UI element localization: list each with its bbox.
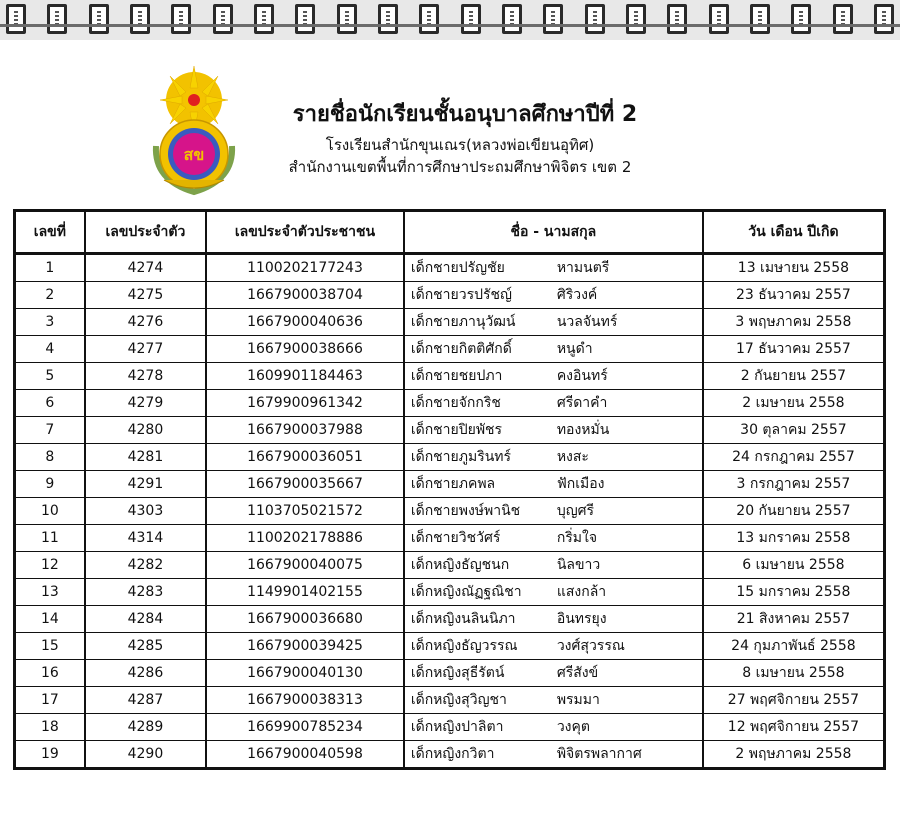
binder-ring: [171, 4, 191, 34]
cell-no: 4: [15, 336, 85, 363]
cell-no: 14: [15, 606, 85, 633]
table-row: [15, 660, 885, 687]
cell-name: [404, 660, 703, 687]
student-table: [13, 209, 886, 770]
cell-name: [404, 606, 703, 633]
last-name: พรมมา: [556, 692, 600, 708]
cell-student-id: 4287: [85, 687, 206, 714]
last-name: นิลขาว: [556, 557, 601, 573]
cell-name: [404, 309, 703, 336]
cell-no: 7: [15, 417, 85, 444]
cell-name: [404, 390, 703, 417]
table-row: [15, 363, 885, 390]
last-name: หามนตรี: [556, 260, 610, 276]
binder-ring: [874, 4, 894, 34]
cell-name: [404, 633, 703, 660]
first-name: เด็กชายปิยพัชร: [410, 422, 503, 438]
cell-dob: 2 พฤษภาคม 2558: [703, 741, 885, 769]
cell-no: 2: [15, 282, 85, 309]
binder-line: [0, 24, 900, 27]
cell-dob: 21 สิงหาคม 2557: [703, 606, 885, 633]
emblem-text: สข: [183, 145, 205, 164]
first-name: เด็กชายภูมรินทร์: [410, 449, 512, 465]
cell-citizen-id: 1100202177243: [206, 254, 404, 282]
col-header-student-id: เลขประจำตัว: [85, 211, 206, 254]
last-name: วงศ์สุวรรณ: [556, 638, 625, 654]
cell-citizen-id: 1669900785234: [206, 714, 404, 741]
cell-no: 9: [15, 471, 85, 498]
cell-citizen-id: 1667900036051: [206, 444, 404, 471]
cell-no: 11: [15, 525, 85, 552]
cell-student-id: 4274: [85, 254, 206, 282]
last-name: อินทรยุง: [556, 611, 607, 627]
cell-name: [404, 579, 703, 606]
cell-name: [404, 471, 703, 498]
cell-no: 8: [15, 444, 85, 471]
cell-student-id: 4289: [85, 714, 206, 741]
cell-student-id: 4275: [85, 282, 206, 309]
table-header-row: [15, 211, 885, 254]
cell-student-id: 4286: [85, 660, 206, 687]
cell-student-id: 4291: [85, 471, 206, 498]
binder-ring: [47, 4, 67, 34]
first-name: เด็กชายพงษ์พานิช: [410, 503, 521, 519]
cell-citizen-id: 1103705021572: [206, 498, 404, 525]
cell-citizen-id: 1667900040636: [206, 309, 404, 336]
table-row: [15, 336, 885, 363]
col-header-dob: วัน เดือน ปีเกิด: [703, 211, 885, 254]
cell-citizen-id: 1667900038666: [206, 336, 404, 363]
cell-dob: 13 เมษายน 2558: [703, 254, 885, 282]
cell-dob: 3 พฤษภาคม 2558: [703, 309, 885, 336]
binder-ring: [378, 4, 398, 34]
first-name: เด็กชายภคพล: [410, 476, 496, 492]
table-row: [15, 254, 885, 282]
table-row: [15, 282, 885, 309]
binder-ring: [709, 4, 729, 34]
first-name: เด็กหญิงธัญชนก: [410, 557, 510, 573]
table-row: [15, 390, 885, 417]
last-name: นวลจันทร์: [556, 314, 618, 330]
last-name: ศรีสังข์: [556, 665, 599, 681]
cell-citizen-id: 1667900035667: [206, 471, 404, 498]
col-header-name: ชื่อ - นามสกุล: [404, 211, 703, 254]
first-name: เด็กชายภานุวัฒน์: [410, 314, 516, 330]
cell-student-id: 4314: [85, 525, 206, 552]
first-name: เด็กหญิงปาลิตา: [410, 719, 504, 735]
school-name: โรงเรียนสำนักขุนเณร(หลวงพ่อเขียนอุทิศ): [325, 136, 595, 154]
emblem-body: [156, 120, 232, 192]
binder-ring: [295, 4, 315, 34]
cell-no: 1: [15, 254, 85, 282]
binder-ring: [585, 4, 605, 34]
cell-citizen-id: 1679900961342: [206, 390, 404, 417]
cell-dob: 13 มกราคม 2558: [703, 525, 885, 552]
cell-no: 16: [15, 660, 85, 687]
binder-ring: [667, 4, 687, 34]
table-row: [15, 579, 885, 606]
cell-student-id: 4279: [85, 390, 206, 417]
binder-ring: [461, 4, 481, 34]
table-row: [15, 498, 885, 525]
binder-ring: [213, 4, 233, 34]
binder-ring: [89, 4, 109, 34]
cell-student-id: 4284: [85, 606, 206, 633]
cell-citizen-id: 1667900040130: [206, 660, 404, 687]
cell-no: 10: [15, 498, 85, 525]
cell-no: 5: [15, 363, 85, 390]
cell-name: [404, 417, 703, 444]
first-name: เด็กหญิงนลินนิภา: [410, 611, 516, 627]
cell-no: 19: [15, 741, 85, 769]
last-name: แสงกล้า: [556, 584, 607, 600]
first-name: เด็กชายวรปรัชญ์: [410, 287, 512, 303]
binder-ring: [337, 4, 357, 34]
cell-no: 13: [15, 579, 85, 606]
cell-no: 18: [15, 714, 85, 741]
cell-name: [404, 552, 703, 579]
cell-name: [404, 525, 703, 552]
table-row: [15, 552, 885, 579]
cell-citizen-id: 1667900036680: [206, 606, 404, 633]
cell-name: [404, 363, 703, 390]
cell-no: 6: [15, 390, 85, 417]
cell-student-id: 4277: [85, 336, 206, 363]
cell-citizen-id: 1667900040075: [206, 552, 404, 579]
binder-ring: [543, 4, 563, 34]
last-name: ฟักเมือง: [556, 476, 605, 492]
first-name: เด็กชายวิชวัศร์: [410, 530, 501, 546]
last-name: ศิริวงค์: [556, 287, 598, 303]
cell-student-id: 4303: [85, 498, 206, 525]
last-name: ทองหมั่น: [556, 422, 610, 438]
table-body: [15, 254, 885, 769]
cell-dob: 6 เมษายน 2558: [703, 552, 885, 579]
binder-ring: [254, 4, 274, 34]
page-title: รายชื่อนักเรียนชั้นอนุบาลศึกษาปีที่ 2: [292, 102, 638, 127]
table-row: [15, 633, 885, 660]
cell-dob: 15 มกราคม 2558: [703, 579, 885, 606]
binder-ring: [6, 4, 26, 34]
last-name: กริ่มใจ: [556, 530, 598, 546]
cell-citizen-id: 1100202178886: [206, 525, 404, 552]
cell-student-id: 4285: [85, 633, 206, 660]
col-header-citizen-id: เลขประจำตัวประชาชน: [206, 211, 404, 254]
cell-student-id: 4278: [85, 363, 206, 390]
cell-name: [404, 254, 703, 282]
last-name: หงสะ: [556, 449, 589, 465]
table-row: [15, 471, 885, 498]
binder-ring: [419, 4, 439, 34]
title-block: [250, 100, 670, 178]
first-name: เด็กหญิงกวิตา: [410, 746, 495, 762]
cell-name: [404, 444, 703, 471]
binder-ring: [502, 4, 522, 34]
last-name: หนูดำ: [556, 341, 593, 357]
table-row: [15, 309, 885, 336]
cell-student-id: 4281: [85, 444, 206, 471]
first-name: เด็กหญิงสุธีรัตน์: [410, 665, 505, 681]
cell-citizen-id: 1609901184463: [206, 363, 404, 390]
cell-dob: 20 กันยายน 2557: [703, 498, 885, 525]
binder-ring: [833, 4, 853, 34]
cell-citizen-id: 1667900038704: [206, 282, 404, 309]
first-name: เด็กชายจักกริช: [410, 395, 501, 411]
cell-name: [404, 498, 703, 525]
first-name: เด็กชายกิตติศักดิ์: [410, 341, 512, 357]
cell-name: [404, 687, 703, 714]
cell-dob: 30 ตุลาคม 2557: [703, 417, 885, 444]
cell-dob: 2 กันยายน 2557: [703, 363, 885, 390]
cell-citizen-id: 1667900038313: [206, 687, 404, 714]
binder-strip: [0, 0, 900, 40]
cell-dob: 17 ธันวาคม 2557: [703, 336, 885, 363]
binder-ring: [130, 4, 150, 34]
table-row: [15, 714, 885, 741]
binder-ring: [626, 4, 646, 34]
last-name: ศรีดาคำ: [556, 395, 608, 411]
first-name: เด็กชายปรัญชัย: [410, 260, 505, 276]
cell-citizen-id: 1667900037988: [206, 417, 404, 444]
table-row: [15, 741, 885, 769]
cell-dob: 27 พฤศจิกายน 2557: [703, 687, 885, 714]
cell-student-id: 4276: [85, 309, 206, 336]
cell-citizen-id: 1149901402155: [206, 579, 404, 606]
cell-dob: 8 เมษายน 2558: [703, 660, 885, 687]
cell-dob: 2 เมษายน 2558: [703, 390, 885, 417]
school-emblem-icon: [146, 62, 242, 196]
cell-citizen-id: 1667900039425: [206, 633, 404, 660]
table-row: [15, 417, 885, 444]
cell-citizen-id: 1667900040598: [206, 741, 404, 769]
last-name: วงคุต: [556, 719, 590, 735]
table-row: [15, 444, 885, 471]
cell-dob: 3 กรกฎาคม 2557: [703, 471, 885, 498]
cell-dob: 23 ธันวาคม 2557: [703, 282, 885, 309]
cell-dob: 12 พฤศจิกายน 2557: [703, 714, 885, 741]
cell-student-id: 4282: [85, 552, 206, 579]
cell-dob: 24 กุมภาพันธ์ 2558: [703, 633, 885, 660]
document-header: [0, 58, 900, 198]
binder-ring: [791, 4, 811, 34]
cell-student-id: 4280: [85, 417, 206, 444]
cell-name: [404, 282, 703, 309]
cell-student-id: 4283: [85, 579, 206, 606]
cell-no: 17: [15, 687, 85, 714]
first-name: เด็กหญิงณัฏฐณิชา: [410, 584, 522, 600]
cell-no: 15: [15, 633, 85, 660]
table-row: [15, 525, 885, 552]
table-row: [15, 606, 885, 633]
cell-no: 3: [15, 309, 85, 336]
last-name: พิจิตรพลากาศ: [556, 746, 642, 762]
cell-name: [404, 336, 703, 363]
cell-name: [404, 741, 703, 769]
last-name: คงอินทร์: [556, 368, 608, 384]
cell-dob: 24 กรกฎาคม 2557: [703, 444, 885, 471]
cell-name: [404, 714, 703, 741]
first-name: เด็กชายชยปภา: [410, 368, 503, 384]
first-name: เด็กหญิงธัญวรรณ: [410, 638, 518, 654]
binder-ring: [750, 4, 770, 34]
last-name: บุญศรี: [556, 503, 595, 519]
col-header-no: เลขที่: [15, 211, 85, 254]
first-name: เด็กหญิงสุวิญชา: [410, 692, 507, 708]
cell-student-id: 4290: [85, 741, 206, 769]
cell-no: 12: [15, 552, 85, 579]
education-office: สำนักงานเขตพื้นที่การศึกษาประถมศึกษาพิจิตร เขต 2: [288, 158, 632, 176]
table-row: [15, 687, 885, 714]
